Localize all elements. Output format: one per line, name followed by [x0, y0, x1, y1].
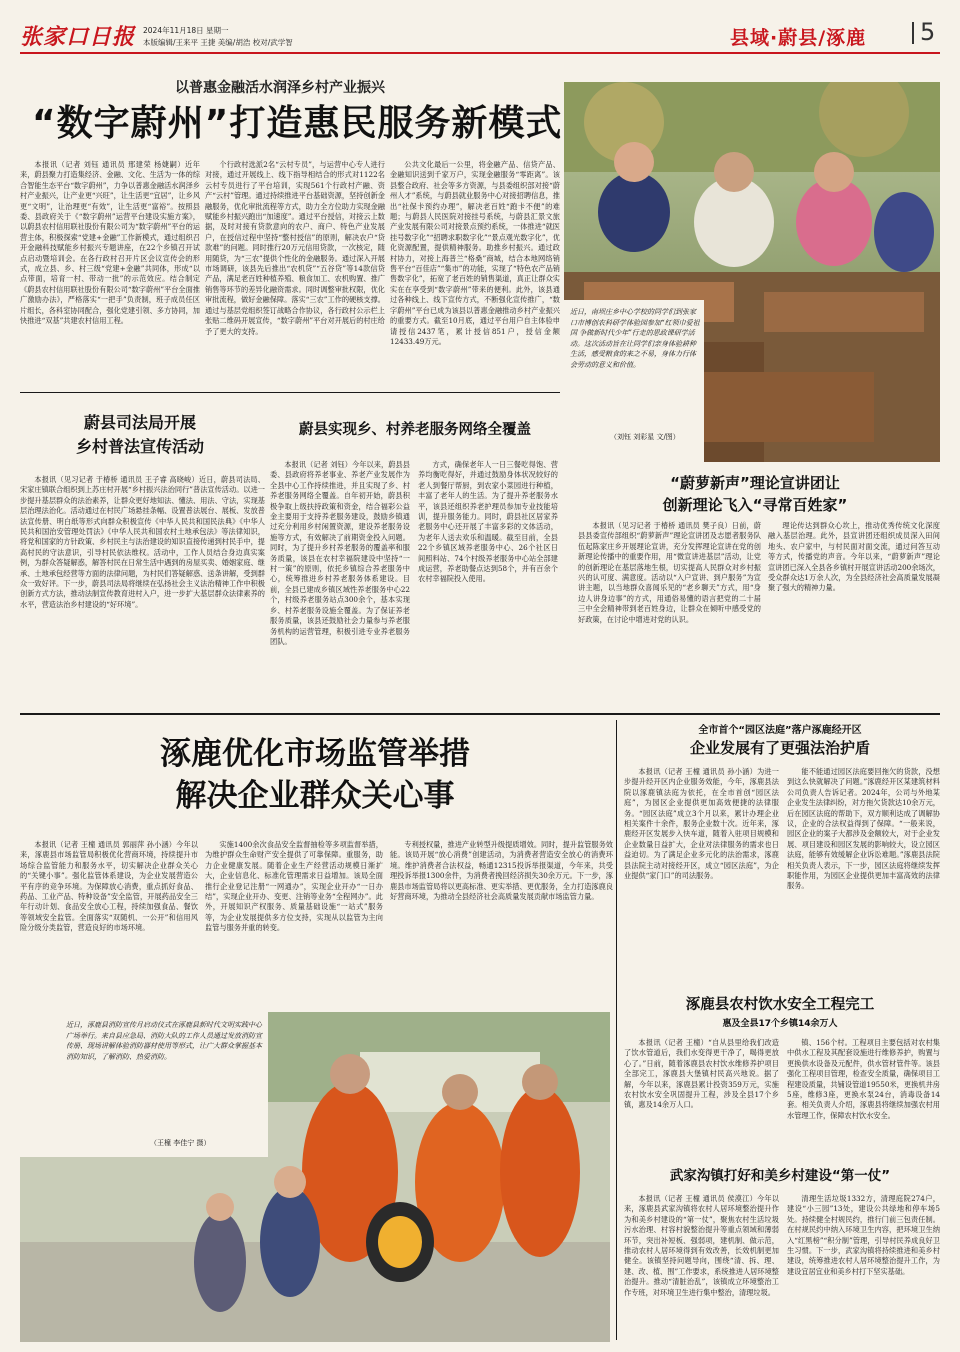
article5-col1: 本报讯（记者 王橦 通讯员 郭丽萍 孙小涵）今年以来，涿鹿县市场监管局积极优化营商环境，持续提升市场综合监管能力和服务水平，切实解决企业群众关心的“关键小事”。强化监管体系建设，为企业发展营造公平有序的竞争环境。为保障放心消费，重点抓好食品、药品、工业产品、特种设备”安全监管，开展药品安全三年行动计划、食品安全放心工程，持续加强食品、餐饮等领域安全监管。全面落实“双随机、一公开”和信用风险分级分类监管，营造良好的市场环境。 [20, 840, 198, 933]
article8-col2: 清理生活垃圾1332方，清理庭院274户，建设“小三园”13处，建设公共绿地和停车场5处。持续健全村规民约，推行门前三包责任制。在村规民约中纳入环境卫生内容，把环境卫生纳入“红黑榜”“积分制”管理，引导村民养成良好卫生习惯。下一步，武家沟镇将持续推进和美乡村建设，统筹推进农村人居环境整治提升工作，为建设宜居宜业和美乡村打下坚实基础。 [787, 1194, 940, 1276]
article4-headline-2: 创新理论飞入“寻常百姓家” [662, 496, 848, 514]
article1-col1: 本报讯（记者 刘钰 通讯员 邢建荣 杨婕嗣）近年来，蔚县聚力打造集经济、金融、文化、生活为一体的综合智能生态平台“数字蔚州”，力争以普惠金融活水润泽乡村产业振兴，让产业更“兴旺”，让生活更“宜居”，让乡风更“文明”，让治理更“有效”，让生活更“富裕”。按照县委、县政府关于《“数字蔚州”运营平台建设实施方案》，以蔚县农村信用联社股份有限公司为“数字蔚州”平台的运营主体，积极探索“党建+金融”工作新模式，通过组织召开金融科技赋能乡村振兴专题讲座，在22个乡镇召开试点启动暨培训会。在各行政村召开片区会议宣传会的形式，成立县、乡、村三级“党建+金融”共同体，形成“以点带面，培育一村、带动一批”的示范效应。结合制定《蔚县农村信用联社股份有限公司“数字蔚州”平台全面推广激励办法》，严格落实“一把手”负责制，班子成员任区片组长，各科室协同配合，强化党建引领、多方协同，加快推进“双基”共建农村信用工程。 [20, 160, 200, 326]
article8-col1: 本报讯（记者 王橦 通讯员 侯漠江）今年以来，涿鹿县武家沟镇将农村人居环境整治提升作为和美乡村建设的“第一仗”，聚焦农村生活垃圾污水治理、村容村貌整治提升等重点领域和薄弱环节，突出补短板、强弱项，建机制、做示范，推动农村人居环境得到有效改善，长效机制更加健全。该镇坚持问题导向，围绕“清、拆、理、建、改、植、围”工作要求，系统推进人居环境整治提升。推动“清脏治乱”，该镇成立环境整治工作专班，对环境卫生进行集中整治，清理垃圾。 [624, 1194, 779, 1297]
article1-col2: 个行政村选派2名“云村专员”，与运营中心专人进行对接，通过开展线上、线下指导相结合的形式对1122名云村专员进行了平台培训，实现561个行政村产融、资产“云村”管理。通过持续推进平台基础资源，坚持创新金融服务，优化审批流程等方式，助力全方位助力实现金融赋能乡村振兴跑出“加速度”。通过平台授信，对接云上数据，及时对接有贷款意向的农户、商户、特色产业发展户，在授信过程中坚持“整村授信”的原则，解决农户“贷款难”的问题。同时推行20万元信用贷款，一次核定，随用随贷，为“三农”提供个性化的金融服务。通过深入开展市场调研，该县先后推出“农机贷”“五谷贷”等14款信贷产品，满足老百姓种植养殖、粮食加工、农机购置、推广销售等环节的差异化融资需求。同时调整审批权限，优化审批流程，做好金融保障。落实“三农”工作的硬核支撑。通过与基层党组织签订战略合作协议，各行政村公示栏上张贴二维码开展宣传，“数字蔚州”平台对开展后的村庄给予了更大的支持。 [205, 160, 385, 336]
article6-col2: 能不能通过园区法庭要回拖欠的货款，没想到这么快就解决了问题。”涿鹿经开区某建筑材料公司负责人告诉记者。2024年，公司与外地某企业发生法律纠纷，对方拖欠货款达10余万元，后在园区法庭的帮助下，双方顺利达成了调解协议，企业的合法权益得到了保障。“一般来说，园区企业的案子大都涉及金额较大，对于企业发展、项目建设和园区发展的影响较大，设立园区法庭，能够有效缓解企业诉讼难题。”涿鹿县法院相关负责人表示，下一步，园区法庭将继续发挥职能作用，为园区企业提供更加丰富高效的法律服务。 [787, 767, 940, 891]
article2-text: 本报讯（见习记者 于椿桥 通讯员 王子睿 高晓峻）近日，蔚县司法局、宋家庄镇联合组织到上苏庄村开展“乡村振兴法治同行”普法宣传活动。以进一步提升基层群众的法治素养，让群众更好地知法、懂法、用法、守法，实现基层治理法治化。活动通过在村民广场悬挂条幅、设置普法展台、展板、发放普法宣传册、明白纸等形式向群众积极宣传《中华人民共和国民法典》《中华人民共和国治安管理处罚法》《中华人民共和国农村土地承包法》等法律知识，将党和国家的方针政策、乡村民主与法治建设的知识直接传递到村民手中，提高村民的守法意识，引导村民依法维权。活动中，工作人员结合身边真实案例，为群众答疑解惑，解答村民在日常生活中遇到的房屋买卖、婚姻家庭、继承、土地承包经营等方面的法律问题，为村民们答疑解惑、送条讲解，受到群众一致好评。下一步，蔚县司法局将继续在弘扬社会主义法治精神工作中积极创新方式方法，推动法制宣传教育进村入户，进一步扩大基层群众法律素养的水平，营造法治乡村建设的“好环境”。 [20, 475, 265, 609]
article7-col2: 镇、156个村。工程项目主要包括对农村集中供水工程及其配套设施进行维修养护，购置与更换供水设备及元配件，供水管材管件等。该县强化工程项目管理，检查安全质量，确保项目工程建设质量，共铺设管道19550米，更换机井房5座，维修3座，更换水泵24台，消毒设备14套。相关负责人介绍，涿鹿县将继续加强农村用水管理工作，保障农村饮水安全。 [787, 1038, 940, 1120]
article7-headline: 涿鹿县农村饮水安全工程完工 [685, 997, 875, 1013]
article6-headline: 企业发展有了更强法治护盾 [689, 739, 870, 757]
article1-headline: “数字蔚州”打造惠民服务新模式 [32, 103, 563, 144]
masthead-rule [20, 52, 940, 54]
masthead [0, 0, 960, 52]
photo1-credit: （刘钰 刘彩星 文/图） [610, 433, 680, 441]
article8-headline: 武家沟镇打好和美乡村建设“第一仗” [669, 1168, 891, 1184]
article3-col2: 方式，确保老年人一日三餐吃得饱、营养均衡吃得好，并通过鼓励身体状况较好的老人到餐厅帮厨，到农家小菜园进行种植，丰富了老年人的生活。为了提升养老服务水平，该县还组织养老护理员参加专业技能培训，提升服务能力。同时，蔚县社区居家养老服务中心还开展了丰富多彩的文体活动，为老年人送去欢乐和温暖。截至目前，全县22个乡镇区域养老服务中心、26个社区日间照料站、74个村级养老服务中心站全部建成运营，养老助餐点达到58个，并有百余个农村幸福院投入使用。 [418, 460, 558, 584]
section-divider [912, 22, 914, 44]
article7-subhead: 惠及全县17个乡镇14余万人 [722, 1019, 838, 1029]
article4-col2: 理论传达到群众心坎上，推动优秀传统文化深度融入基层治理。此外，县宣讲团还组织成员深入田间地头、农户家中，与村民面对面交流，通过问答互动等方式，传播党的声音。今年以来，“蔚萝新声”理论宣讲团已深入全县各乡镇村开展宣讲活动200余场次，受众群众达1万余人次，为全县经济社会高质量发展凝聚了强大的精神力量。 [768, 521, 940, 593]
page-editors: 本版编辑/王来平 王捷 美编/胡浩 校对/武学智 [143, 38, 293, 47]
article4-headline-1: “蔚萝新声”理论宣讲团让 [670, 474, 840, 492]
article3-col1: 本报讯（记者 刘钰）今年以来，蔚县县委、县政府将养老事业、养老产业发展作为全县中心工作持续推进，并且实现了乡、村养老服务网络全覆盖。自年初开始，蔚县积极争取上级扶持政策和资金，结合福彩公益金主要用于支持养老服务建设，鼓励乡镇通过充分利用乡村闲置资源，建设养老服务设施等方式，有效解决了前期资金投入问题。同时，为了提升乡村养老服务的覆盖率和服务质量，该县在农村幸福院建设中坚持“一村一策”的原则，依托乡镇综合养老服务中心，统筹推进乡村养老服务体系建设。目前，全县已建成乡镇区域性养老服务中心22个，村级养老服务站点300余个，基本实现乡、村养老服务设施全覆盖。为了保证养老服务质量，该县还鼓励社会力量参与养老服务机构的运营管理，积极引进专业养老服务团队。 [270, 460, 410, 646]
article5-headline-1: 涿鹿优化市场监管举措 [160, 736, 470, 772]
newspaper-logo: 张家口日报 [20, 24, 136, 50]
article7-col1: 本报讯（记者 王橦）“自从县里给我们改造了饮水管道后，我们水变得更干净了，喝得更放心了。”日前，随着涿鹿县农村饮水维修养护项目全部完工，涿鹿县大堡镇村民高兴地说。据了解，今年以来，涿鹿县累计投资359万元，实施农村饮水安全巩固提升工程，涉及全县17个乡镇，惠及14余万人口。 [624, 1038, 779, 1110]
article2-headline-2: 乡村普法宣传活动 [75, 437, 204, 456]
article3-headline: 蔚县实现乡、村养老服务网络全覆盖 [299, 422, 531, 438]
page-number: 5 [920, 18, 936, 46]
photo2-caption: 近日，涿鹿县消防宣传月启动仪式在涿鹿县新时代文明实践中心广场举行。来自县应急局、消防大队的工作人员通过发放消防宣传册、现场讲解体验消防器材使用等形式，让广大群众掌握基本消防知识，了解消防、热爱消防。 [66, 1021, 262, 1061]
article5-headline-2: 解决企业群众关心事 [175, 778, 455, 814]
divider-vertical [616, 720, 617, 1340]
article6-col1: 本报讯（记者 王橦 通讯员 孙小涵）为进一步提升经开区内企业服务效能，今年，涿鹿县法院以涿鹿镇法庭为依托，在全市首创“园区法庭”，为园区企业提供更加高效便捷的法律服务。“园区法庭”成立3个月以来，累计办理企业相关案件十余件，服务企业数十次。近年来，涿鹿经开区发展步入快车道，随着入驻项目规模和企业数量日益扩大，企业对法律服务的需求也日益迫切。为了满足企业多元化的法治需求，涿鹿县法院主动对接经开区，成立“园区法庭”，为企业提供“家门口”的司法服务。 [624, 767, 779, 881]
article5-col2: 实施1400余次食品安全监督抽检等多项监督举措，为维护群众生命财产安全提供了可靠保障。重服务，助力企业健康发展。随着企业生产经营活动规模日渐扩大，企业信息化、标准化管理需求日益增加。该局全面推行企业登记注册“一网通办”，实现企业开办“一日办结”，实现企业开办、变更、注销等业务“全程网办”。此外，开展知识产权服务、质量基础设施“一站式”服务等，为企业发展提供多方位支持，实现从以监管为主向监管与服务并重的转变。 [205, 840, 383, 933]
divider-mid [20, 392, 560, 393]
section-title: 县域·蔚县/涿鹿 [730, 27, 867, 49]
issue-date: 2024年11月18日 星期一 [143, 26, 229, 35]
photo1-caption: 近日，南坝庄乡中心学校的同学们到张家口市博创农科研学体验园参加“红领巾爱祖国 争做新时代少年”行走的思政课研学活动。这次活动旨在让同学们亲身体验耕种生活，感受粮食的来之不易，身体力行体会劳动的意义和价值。 [570, 308, 700, 369]
divider-main [20, 713, 940, 715]
article1-kicker: 以普惠金融活水润泽乡村产业振兴 [175, 80, 385, 96]
photo2-credit: （王橦 李佳宁 摄） [150, 1139, 211, 1147]
article4-col1: 本报讯（见习记者 于椿桥 通讯员 樊子良）日前，蔚县县委宣传部组织“蔚萝新声”理论宣讲团及志愿者服务队伍起陈家庄乡开展理论宣讲，充分发挥理论宣讲在党的创新理论传播中的重要作用，用“微宣讲进基层”活动，让党的创新理论在基层落地生根，切实提高人民群众对乡村振兴的认可度、满意度。活动以“入户宣讲、到户服务”为宣讲主题，以当地群众喜闻乐见的“老乡聊天”方式，用“身边人讲身边事”的方式，用通俗易懂的语言把党的二十届三中全会精神带到老百姓身边，让群众在倾听中感受党的好政策，在讨论中增进对党的认识。 [578, 521, 761, 624]
article1-col3: 公共文化最后一公里，将金融产品、信贷产品、金融知识送到千家万户，实现金融服务“零距离”。该县整合政府、社会等多方资源，与县委组织部对接“蔚州人才”系统，与蔚县就业服务中心对接招聘信息，推出“社保卡预约办理”，解决老百姓“跑卡不便”的难题；与蔚县人民医院对接挂号系统，与蔚县汇景文旅产业发展有限公司对接景点预约系统，一体推进“就医挂号数字化”“招聘求职数字化”“景点观光数字化”，优化资源配置，提供精神服务。助推乡村振兴。通过政村协力，对接上海普兰“格桑”商城，结合本地网络销售平台“百佳店”“集市”的功能，实现了“特色农产品销售数字化”，拓宽了老百姓的销售渠道，真正让群众实实在在享受到“数字蔚州”带来的便利。此外，该县通过各种线上、线下宣传方式，不断强化宣传推广，“数字蔚州”平台已成为该县以普惠金融推动乡村产业振兴的重要方式。截至10月底，通过平台用户自主体验申请授信2437笔，累计授信851户，授信金额12433.49万元。 [390, 160, 560, 346]
article5-col3: 专利授权量，推进产业转型升级提质增效。同时，提升监管服务效能。该局开展“放心消费”创建活动，为消费者营造安全放心的消费环境。维护消费者合法权益，畅通12315投诉举报渠道，今年来，共受理投诉举报1300余件，为消费者挽回经济损失30余万元。下一步，涿鹿县市场监管局将以更高标准、更实举措、更优服务，全力打造涿鹿良好营商环境，为推动全县经济社会高质量发展贡献市场监管力量。 [390, 840, 613, 902]
article6-kicker: 全市首个“园区法庭”落户涿鹿经开区 [698, 725, 862, 736]
article2-headline-1: 蔚县司法局开展 [83, 413, 196, 432]
